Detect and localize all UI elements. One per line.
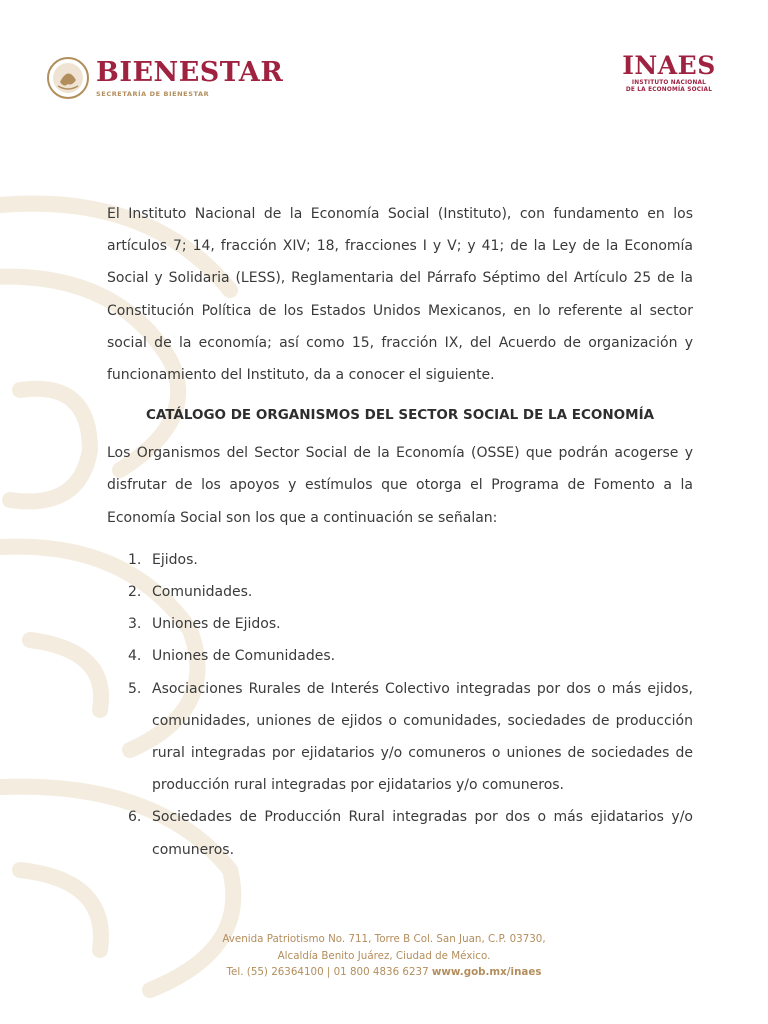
document-title: CATÁLOGO DE ORGANISMOS DEL SECTOR SOCIAL DE LA ECONOMÍA [145, 407, 655, 424]
page-header [46, 52, 716, 112]
list-item-text: Uniones de Ejidos. [152, 616, 281, 633]
list-item-text: Asociaciones Rurales de Interés Colectivo integradas por dos o más ejidos, comunidades, uniones de ejidos o comunidades, sociedades de producción rural integradas por ejidatarios y/o comuneros o uniones de sociedades de producción rural integradas por ejidatarios y/o comuneros. [152, 680, 693, 794]
list-item-number: 4. [128, 648, 142, 665]
list-item-text: Uniones de Comunidades. [152, 648, 336, 665]
list-item-text: Ejidos. [152, 551, 198, 568]
list-item-number: 2. [128, 584, 142, 601]
list-item-text: Sociedades de Producción Rural integradas por dos o más ejidatarios y/o comuneros. [152, 809, 693, 858]
inaes-logo [622, 52, 716, 94]
list-item [107, 576, 693, 608]
document-body [107, 198, 693, 866]
organisms-list [107, 544, 693, 866]
brand-name: BIENESTAR [96, 56, 284, 88]
list-item-number: 1. [128, 551, 142, 568]
list-item [107, 673, 693, 802]
list-item [107, 608, 693, 640]
list-item [107, 544, 693, 576]
footer-address-line1: Avenida Patriotismo No. 711, Torre B Col. San Juan, C.P. 03730, [222, 933, 546, 945]
inaes-subtitle-line2: DE LA ECONOMÍA SOCIAL [625, 87, 713, 93]
list-item [107, 640, 693, 672]
intro-paragraph: El Instituto Nacional de la Economía Social (Instituto), con fundamento en los artículos 7; 14, fracción XIV; 18, fracciones I y V; y 41; de la Ley de la Economía Social y Solidaria (LESS), Reglamentaria del Párrafo Séptimo del Artículo 25 de la Constitución Política de los Estados Unidos Mexicanos, en lo referente al sector social de la economía; así como 15, fracción IX, del Acuerdo de organización y funcionamiento del Instituto, da a conocer el siguiente. [107, 206, 693, 384]
list-item-number: 5. [128, 680, 142, 697]
bienestar-logo [46, 56, 283, 100]
brand-subtitle: SECRETARÍA DE BIENESTAR [96, 89, 210, 98]
list-item [107, 801, 693, 865]
inaes-subtitle-line1: INSTITUTO NACIONAL [631, 80, 707, 86]
lead-paragraph: Los Organismos del Sector Social de la Economía (OSSE) que podrán acogerse y disfrutar de los apoyos y estímulos que otorga el Programa de Fomento a la Economía Social son los que a continuación se señalan: [107, 445, 693, 526]
list-item-text: Comunidades. [152, 584, 253, 601]
footer-address-line2: Alcaldía Benito Juárez, Ciudad de México. [277, 949, 491, 962]
footer-contact-line [0, 964, 768, 981]
list-item-number: 3. [128, 616, 142, 633]
footer-phone: Tel. (55) 26364100 | 01 800 4836 6237 [226, 966, 429, 978]
list-item-number: 6. [128, 809, 142, 826]
page-footer [0, 931, 768, 981]
footer-website-link[interactable]: www.gob.mx/inaes [431, 966, 542, 978]
inaes-name: INAES [622, 51, 716, 80]
coat-of-arms-icon [46, 56, 90, 100]
